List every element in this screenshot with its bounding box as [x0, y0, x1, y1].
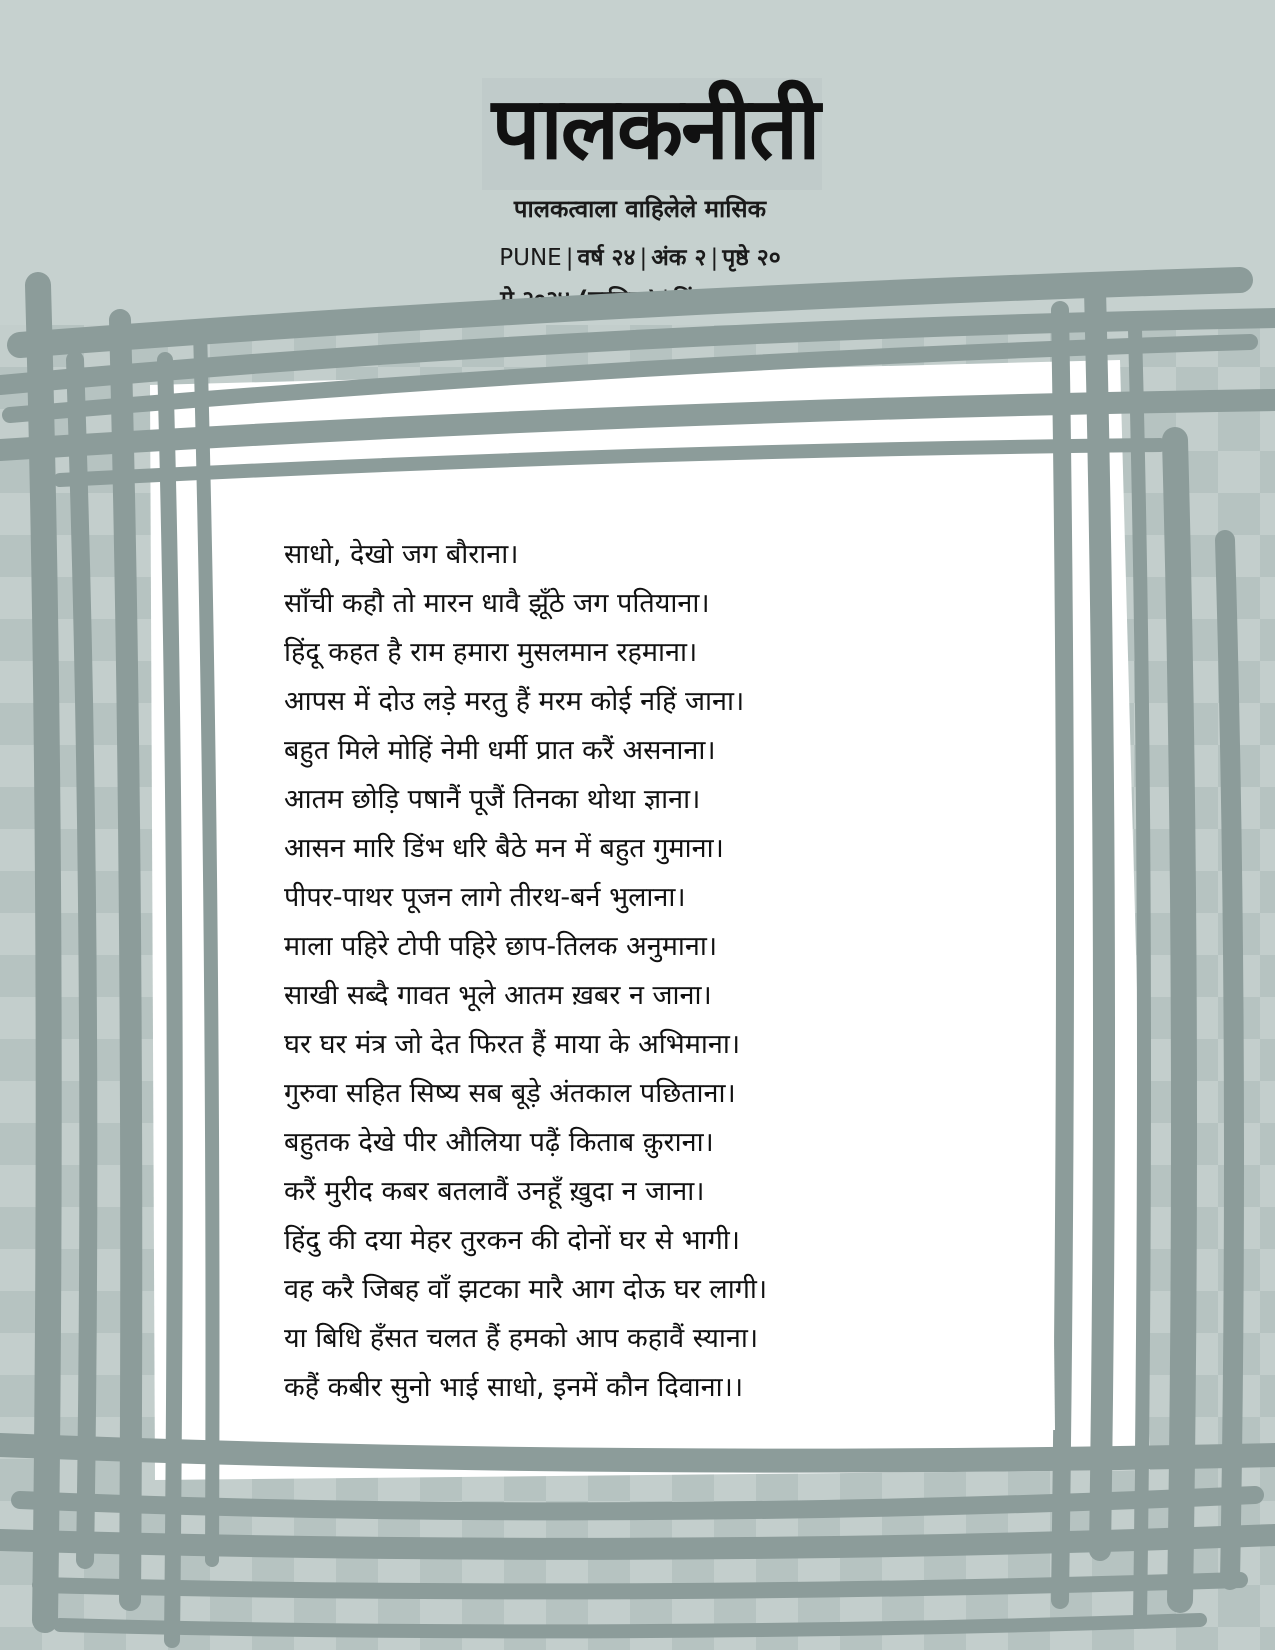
poem-line: माला पहिरे टोपी पहिरे छाप-तिलक अनुमाना।: [284, 931, 718, 962]
year: वर्ष २४: [577, 245, 636, 271]
poem-line: साँची कहौ तो मारन धावै झूँठे जग पतियाना।: [284, 588, 710, 619]
poem-line: साधो, देखो जग बौराना।: [284, 539, 519, 570]
magazine-tagline: पालकत्वाला वाहिलेले मासिक: [513, 195, 767, 223]
poem-line: घर घर मंत्र जो देत फिरत हैं माया के अभिमाना।: [284, 1029, 741, 1060]
magazine-logo: पालकनीती: [491, 79, 819, 179]
date-price-line: मे २०२४ (मासिक) | किंमत ₹ २५: [500, 287, 780, 313]
poem-line: कहैं कबीर सुनो भाई साधो, इनमें कौन दिवाना।।: [284, 1372, 744, 1403]
poem-line: आतम छोड़ि पषानैं पूजैं तिनका थोथा ज्ञाना।: [284, 784, 701, 815]
issue-date: मे २०२४ (मासिक): [500, 287, 658, 313]
issue-number: अंक २: [651, 245, 707, 271]
poem-line: गुरुवा सहित सिष्य सब बूड़े अंतकाल पछिताना।: [284, 1078, 736, 1109]
poem-line: आसन मारि डिंभ धरि बैठे मन में बहुत गुमाना।: [284, 833, 724, 864]
poem-text: [284, 530, 924, 1412]
poem-line: साखी सब्दै गावत भूले आतम ख़बर न जाना।: [284, 980, 712, 1011]
poem-line: वह करै जिबह वाँ झटका मारै आग दोऊ घर लागी।: [284, 1274, 768, 1305]
poem-line: हिंदु की दया मेहर तुरकन की दोनों घर से भागी।: [284, 1225, 740, 1256]
poem-line: आपस में दोउ लड़े मरतु हैं मरम कोई नहिं जाना।: [284, 686, 745, 717]
price: किंमत ₹ २५: [673, 287, 780, 313]
poem-line: पीपर-पाथर पूजन लागे तीरथ-बर्न भुलाना।: [284, 882, 686, 913]
city: PUNE: [499, 245, 562, 271]
poem-line: बहुत मिले मोहिं नेमी धर्मी प्रात करैं असनाना।: [284, 735, 716, 766]
poem-line: बहुतक देखे पीर औलिया पढ़ैं किताब क़ुराना।: [284, 1127, 714, 1158]
issue-info-line: PUNE | वर्ष २४ | अंक २ | पृष्ठे २०: [499, 245, 781, 271]
poem-line: हिंदू कहत है राम हमारा मुसलमान रहमाना।: [284, 637, 698, 668]
poem-line: या बिधि हँसत चलत हैं हमको आप कहावैं स्याना।: [284, 1323, 759, 1354]
poem-line: करैं मुरीद कबर बतलावैं उनहूँ ख़ुदा न जाना।: [284, 1176, 705, 1207]
page-count: पृष्ठे २०: [722, 245, 781, 271]
